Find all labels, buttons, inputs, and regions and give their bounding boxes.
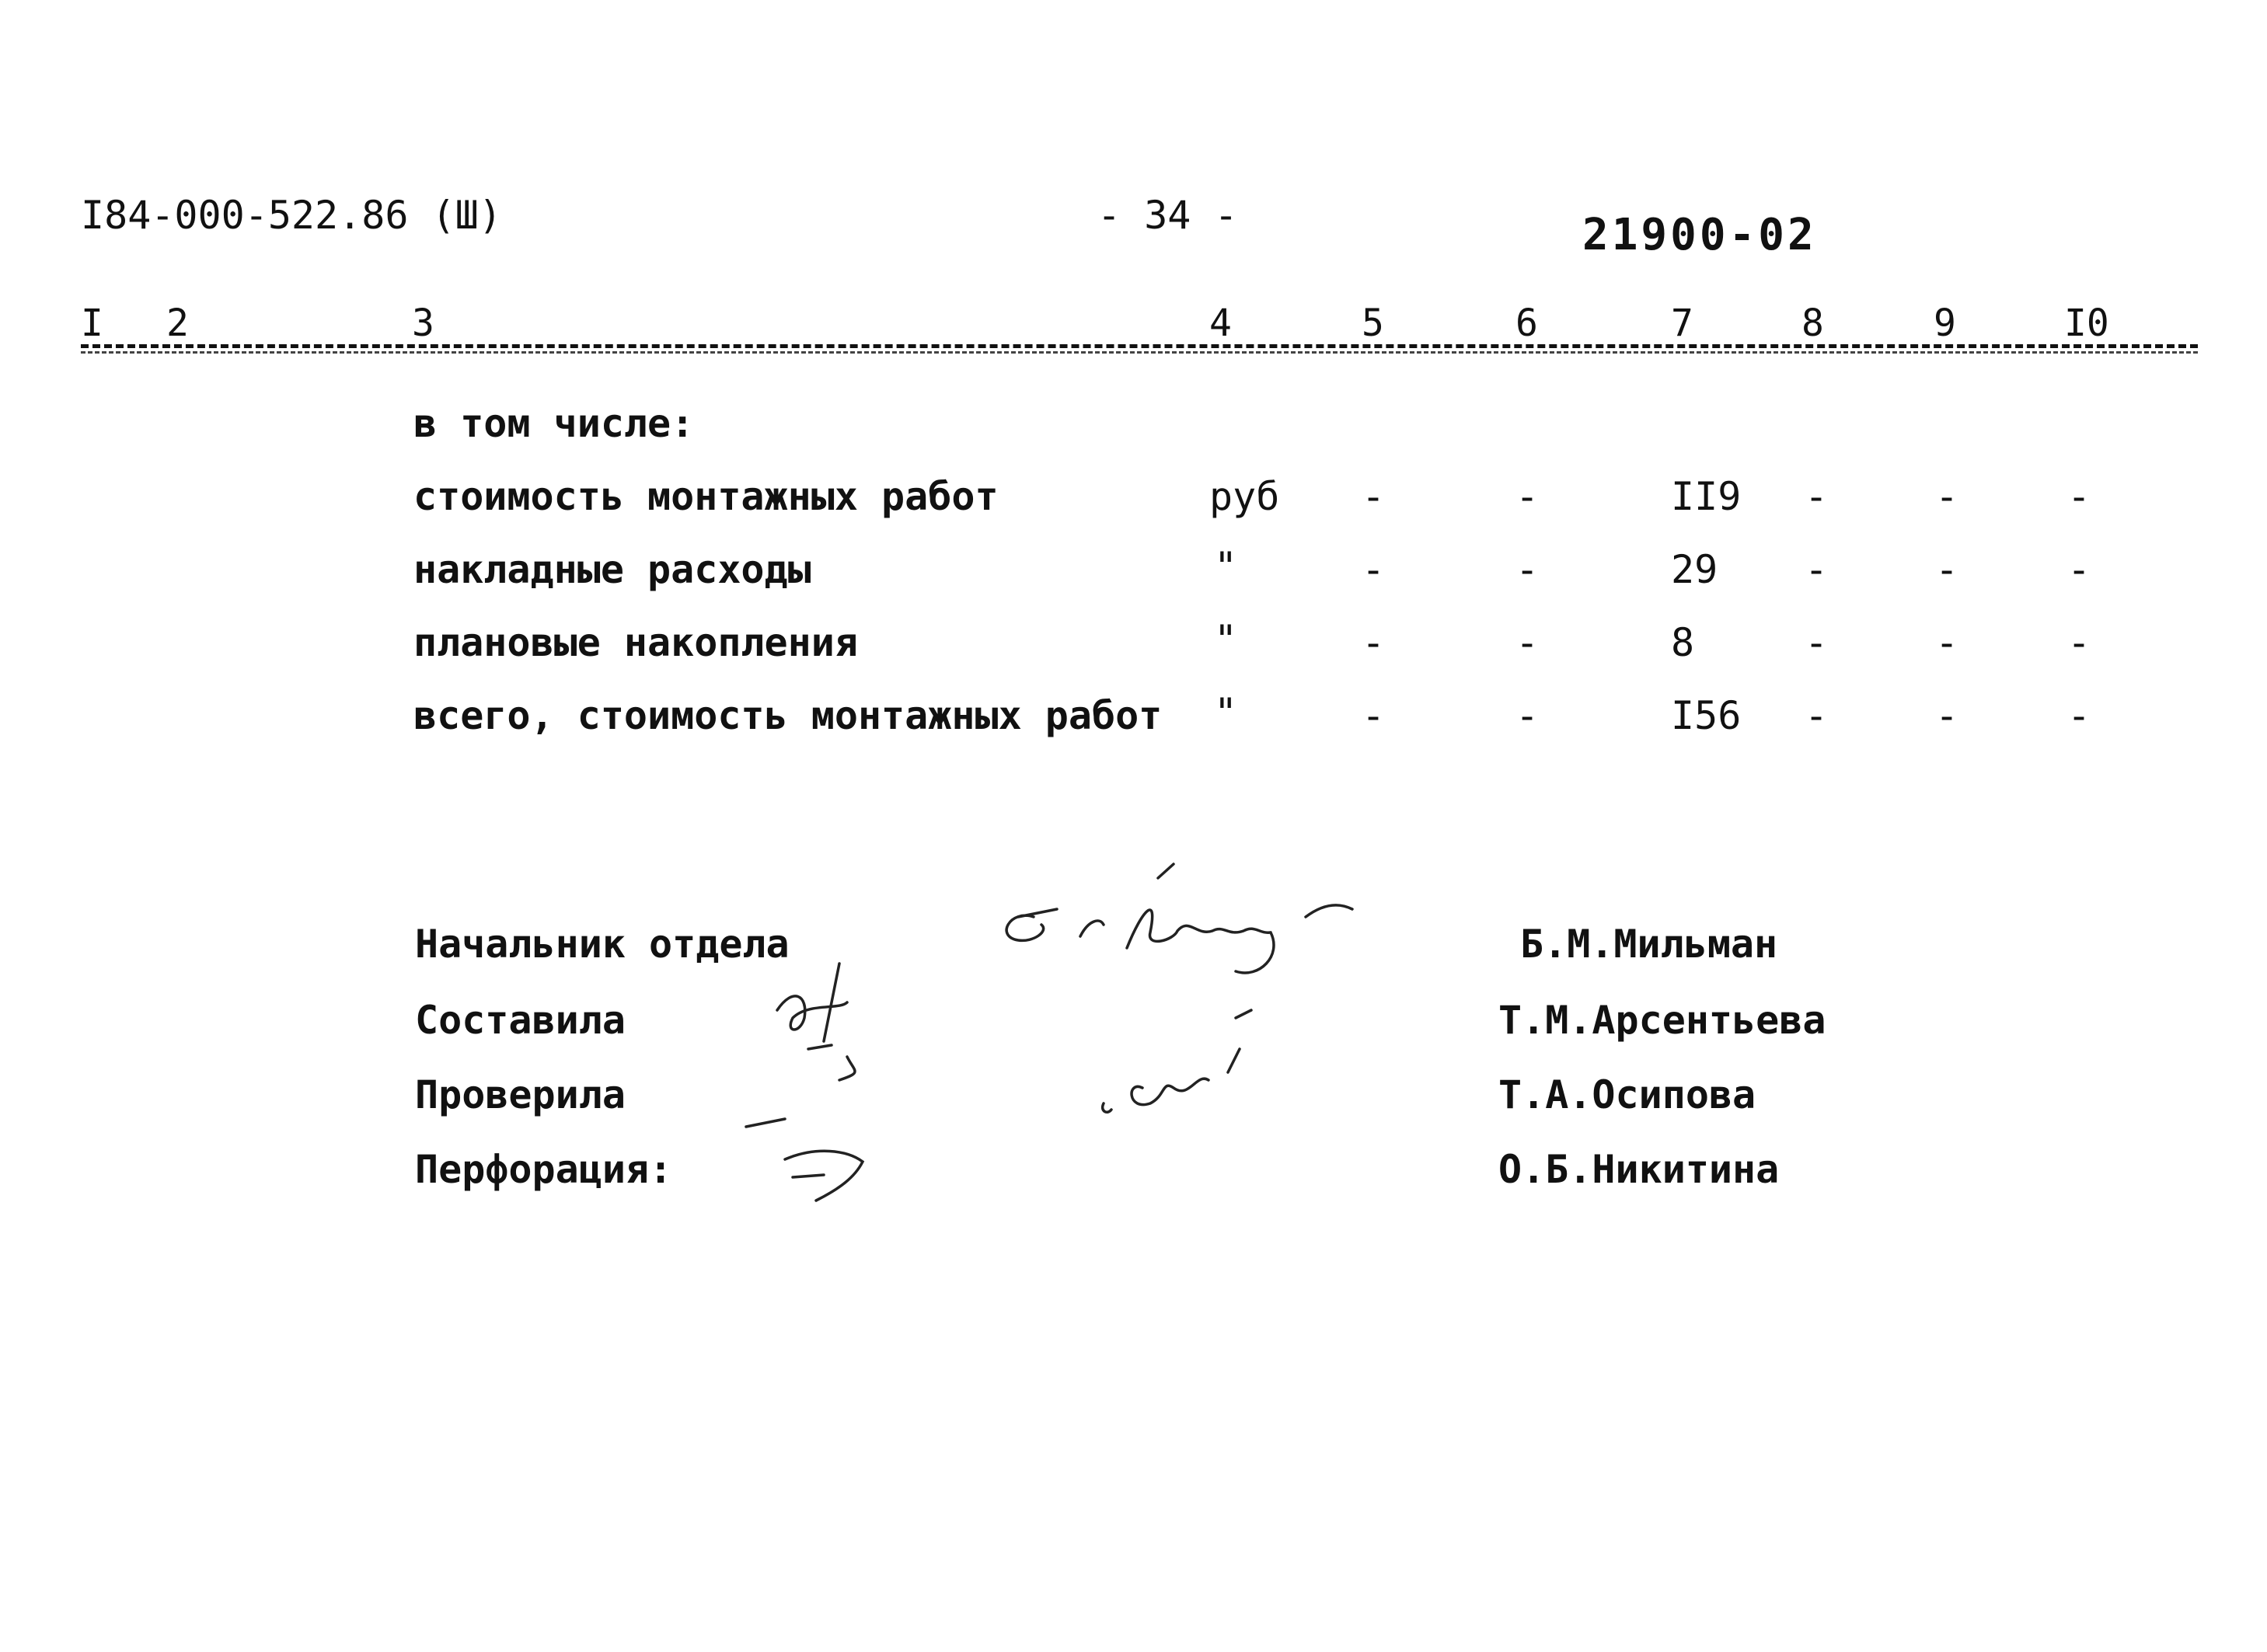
column-number-6: 6	[1515, 301, 1538, 345]
document-code: I84-000-522.86 (Ш)	[81, 193, 502, 238]
row-col7: II9	[1671, 474, 1742, 519]
row-col5: -	[1362, 620, 1386, 665]
row-col6: -	[1515, 547, 1540, 592]
column-number-4: 4	[1209, 301, 1232, 345]
row-col8: -	[1805, 547, 1829, 592]
row-col6: -	[1515, 620, 1540, 665]
column-number-1: I	[81, 301, 103, 345]
row-col10: -	[2067, 474, 2091, 519]
column-header-rule-secondary	[81, 351, 2198, 354]
column-number-7: 7	[1671, 301, 1693, 345]
handwritten-signature-head	[964, 863, 1368, 987]
row-col7: I56	[1671, 693, 1742, 738]
signature-name: Т.А.Осипова	[1498, 1072, 1756, 1117]
row-unit: "	[1214, 544, 1238, 589]
row-col9: -	[1935, 693, 1959, 738]
signature-role: Перфорация:	[415, 1147, 673, 1192]
column-header-rule	[81, 344, 2198, 348]
signature-name: Б.М.Мильман	[1520, 922, 1778, 967]
section-heading: в том числе:	[413, 401, 695, 446]
row-col5: -	[1362, 474, 1386, 519]
column-number-3: 3	[412, 301, 434, 345]
page-number: - 34 -	[1097, 193, 1238, 238]
row-name: стоимость монтажных работ	[413, 474, 999, 519]
row-col8: -	[1805, 620, 1829, 665]
column-number-8: 8	[1801, 301, 1824, 345]
row-col8: -	[1805, 474, 1829, 519]
row-col5: -	[1362, 547, 1386, 592]
handwritten-signature-perforation	[738, 1103, 894, 1212]
signature-name: О.Б.Никитина	[1498, 1147, 1780, 1192]
signature-role: Начальник отдела	[415, 922, 790, 967]
row-col8: -	[1805, 693, 1829, 738]
row-name: плановые накопления	[413, 620, 858, 665]
row-name: всего, стоимость монтажных работ	[413, 693, 1163, 738]
row-col9: -	[1935, 547, 1959, 592]
row-col9: -	[1935, 474, 1959, 519]
row-unit: "	[1214, 617, 1238, 662]
column-number-2: 2	[166, 301, 189, 345]
signature-name: Т.М.Арсентьева	[1498, 998, 1826, 1043]
column-number-5: 5	[1362, 301, 1384, 345]
row-unit: руб	[1209, 474, 1280, 519]
signature-role: Составила	[415, 998, 626, 1043]
row-col10: -	[2067, 547, 2091, 592]
row-col5: -	[1362, 693, 1386, 738]
signature-role: Проверила	[415, 1072, 626, 1117]
row-name: накладные расходы	[413, 547, 811, 592]
handwritten-signature-compiled	[762, 956, 902, 1096]
row-col7: 8	[1671, 620, 1695, 665]
row-unit: "	[1214, 690, 1238, 735]
handwritten-signature-checked	[1072, 1002, 1275, 1119]
row-col10: -	[2067, 620, 2091, 665]
column-number-10: I0	[2064, 301, 2109, 345]
stamp-number: 21900-02	[1582, 210, 1817, 260]
row-col9: -	[1935, 620, 1959, 665]
column-number-9: 9	[1934, 301, 1956, 345]
row-col6: -	[1515, 693, 1540, 738]
row-col6: -	[1515, 474, 1540, 519]
row-col7: 29	[1671, 547, 1718, 592]
row-col10: -	[2067, 693, 2091, 738]
